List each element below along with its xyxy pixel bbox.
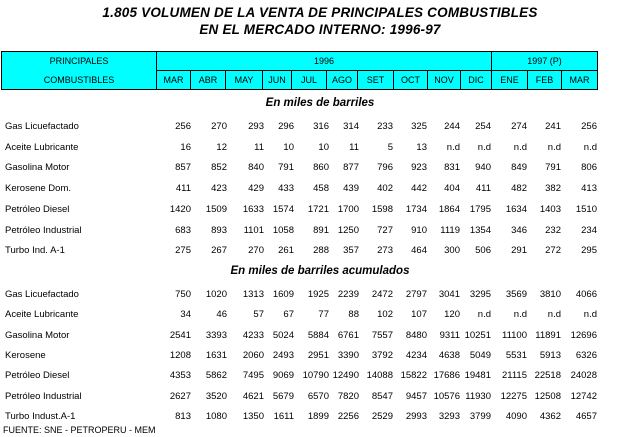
table-cell: 2797: [405, 289, 427, 300]
table-cell: 3520: [205, 390, 227, 402]
table-cell: 1313: [242, 289, 264, 300]
table-cell: 288: [313, 245, 329, 257]
table-cell: 1403: [539, 203, 561, 215]
header-month: AGO: [327, 71, 358, 90]
row-label: Aceite Lubricante: [5, 141, 79, 153]
table-cell: 806: [581, 162, 597, 174]
row-label: Gas Licuefactado: [5, 289, 79, 300]
table-cell: 791: [545, 162, 561, 174]
table-cell: 1020: [205, 289, 227, 300]
table-cell: 1574: [272, 203, 294, 215]
table-row: [0, 411, 640, 425]
table-cell: 46: [216, 309, 227, 321]
table-cell: 2493: [272, 349, 294, 361]
table-cell: 291: [511, 245, 527, 257]
table-cell: 300: [444, 245, 460, 257]
table-cell: 22518: [534, 370, 561, 382]
header-month: ABR: [191, 71, 226, 90]
table-cell: 232: [545, 224, 561, 236]
table-cell: 11891: [535, 329, 561, 341]
table-cell: 940: [475, 162, 491, 174]
source-footer: FUENTE: SNE - PETROPERU - MEM: [3, 425, 156, 435]
table-row: [0, 183, 640, 197]
header-month: JUL: [292, 71, 327, 90]
table-cell: 413: [581, 183, 597, 195]
table-cell: 1631: [205, 349, 227, 361]
table-cell: 2541: [169, 329, 191, 341]
header-month: OCT: [394, 71, 428, 90]
table-row: [0, 391, 640, 405]
row-label: Turbo Indust.A-1: [5, 410, 76, 422]
table-cell: 5884: [307, 329, 329, 341]
table-cell: 1634: [505, 203, 527, 215]
table-cell: 19481: [464, 370, 491, 382]
table-cell: 3295: [469, 289, 491, 300]
table-cell: 683: [175, 224, 191, 236]
table-cell: 2060: [242, 349, 264, 361]
table-cell: 849: [511, 162, 527, 174]
table-cell: 5862: [205, 370, 227, 382]
table-cell: 9311: [439, 329, 460, 341]
table-cell: 1510: [575, 203, 597, 215]
table-cell: 4657: [575, 410, 597, 422]
table-cell: 2529: [371, 410, 393, 422]
header-month: ENE: [492, 71, 528, 90]
table-cell: n.d: [513, 141, 527, 153]
row-label: Kerosene Dom.: [5, 183, 72, 195]
table-cell: 857: [175, 162, 191, 174]
table-cell: n.d: [446, 141, 460, 153]
table-cell: 8480: [405, 329, 427, 341]
table-cell: 244: [444, 121, 460, 132]
table-cell: 1611: [273, 410, 294, 422]
table-cell: 24028: [570, 370, 597, 382]
table-cell: 12508: [534, 390, 561, 402]
table-cell: 402: [377, 183, 393, 195]
table-cell: 14088: [366, 370, 393, 382]
row-label: Aceite Lubricante: [5, 309, 79, 321]
table-cell: 1080: [205, 410, 227, 422]
section-title-cumulative: En miles de barriles acumulados: [230, 265, 410, 277]
table-cell: 10: [318, 141, 329, 153]
table-cell: 3569: [505, 289, 527, 300]
header-year-1997: 1997 (P): [492, 52, 598, 71]
table-cell: 860: [313, 162, 329, 174]
header-month: MAR: [562, 71, 598, 90]
table-row: [0, 370, 640, 384]
table-cell: n.d: [477, 141, 491, 153]
row-label: Petróleo Industrial: [5, 390, 82, 402]
table-cell: 8547: [371, 390, 393, 402]
table-cell: 3792: [371, 349, 393, 361]
table-cell: 3393: [205, 329, 227, 341]
table-row: [0, 121, 640, 135]
table-cell: 6570: [307, 390, 329, 402]
table-cell: 840: [248, 162, 264, 174]
table-cell: 3293: [438, 410, 460, 422]
table-cell: 272: [545, 245, 561, 257]
table-cell: 2993: [405, 410, 427, 422]
table-cell: 275: [175, 245, 191, 257]
table-cell: 256: [581, 121, 597, 132]
section-title-monthly: En miles de barriles: [265, 97, 375, 109]
table-cell: 5: [387, 141, 393, 153]
table-cell: 5024: [272, 329, 294, 341]
table-cell: 3041: [438, 289, 460, 300]
table-cell: 7557: [371, 329, 393, 341]
table-cell: 11: [349, 141, 359, 153]
table-cell: 4066: [575, 289, 597, 300]
table-cell: 4090: [505, 410, 527, 422]
table-cell: 7820: [337, 390, 359, 402]
table-cell: 102: [377, 309, 393, 321]
table-cell: 7495: [242, 370, 264, 382]
table-row: [0, 142, 640, 156]
table-cell: 233: [377, 121, 393, 132]
table-row: [0, 289, 640, 303]
table-cell: 295: [581, 245, 597, 257]
table-cell: 4621: [242, 390, 264, 402]
table-cell: 9069: [272, 370, 294, 382]
table-cell: 2472: [371, 289, 393, 300]
header-label-principales: PRINCIPALES: [2, 52, 157, 71]
header-month: DIC: [461, 71, 492, 90]
table-cell: 442: [411, 183, 427, 195]
table-row: [0, 162, 640, 176]
table-cell: 10790: [302, 370, 329, 382]
row-label: Petróleo Diesel: [5, 370, 70, 382]
table-cell: n.d: [583, 141, 597, 153]
header-month: SET: [358, 71, 394, 90]
table-cell: 464: [411, 245, 427, 257]
table-cell: 411: [175, 183, 191, 195]
table-cell: 2627: [169, 390, 191, 402]
table-cell: 12275: [500, 390, 527, 402]
table-cell: 10: [283, 141, 294, 153]
table-cell: 13: [416, 141, 427, 153]
table-cell: 316: [313, 121, 329, 132]
table-cell: 11: [254, 141, 264, 153]
table-cell: 12696: [570, 329, 597, 341]
table-cell: 1864: [438, 203, 460, 215]
table-cell: 1058: [272, 224, 294, 236]
table-cell: 1119: [440, 224, 460, 236]
table-row: [0, 204, 640, 218]
header-month: FEB: [528, 71, 562, 90]
table-cell: 1609: [272, 289, 294, 300]
page-title-line-2: EN EL MERCADO INTERNO: 1996-97: [199, 22, 441, 37]
table-cell: 482: [511, 183, 527, 195]
table-cell: 5531: [505, 349, 527, 361]
table-cell: 234: [581, 224, 597, 236]
table-cell: 3390: [337, 349, 359, 361]
table-cell: 57: [253, 309, 264, 321]
table-cell: 796: [377, 162, 393, 174]
table-cell: 3799: [469, 410, 491, 422]
table-cell: 6761: [337, 329, 359, 341]
header-year-1996: 1996: [157, 52, 492, 71]
table-cell: 1899: [307, 410, 329, 422]
table-cell: 1509: [205, 203, 227, 215]
table-cell: 3810: [539, 289, 561, 300]
table-cell: 433: [278, 183, 294, 195]
table-cell: 1721: [307, 203, 329, 215]
table-cell: 1925: [307, 289, 329, 300]
table-cell: 4353: [169, 370, 191, 382]
table-cell: 852: [211, 162, 227, 174]
table-cell: 1633: [242, 203, 264, 215]
table-cell: 1101: [243, 224, 264, 236]
table-cell: 346: [511, 224, 527, 236]
table-cell: 1598: [371, 203, 393, 215]
table-cell: n.d: [547, 309, 561, 321]
header-month: NOV: [428, 71, 461, 90]
table-cell: 1795: [469, 203, 491, 215]
table-cell: 506: [475, 245, 491, 257]
row-label: Gasolina Motor: [5, 162, 70, 174]
header-label-combustibles: COMBUSTIBLES: [2, 71, 157, 90]
header-month: JUN: [263, 71, 292, 90]
table-row: [0, 350, 640, 364]
table-cell: 107: [411, 309, 427, 321]
table-header: [1, 51, 598, 90]
table-cell: 270: [248, 245, 264, 257]
table-cell: 458: [313, 183, 329, 195]
table-cell: 34: [180, 309, 191, 321]
table-cell: 273: [377, 245, 393, 257]
table-cell: 10251: [464, 329, 491, 341]
table-cell: 2951: [307, 349, 329, 361]
row-label: Turbo Ind. A-1: [5, 245, 65, 257]
table-row: [0, 330, 640, 344]
table-cell: 12490: [332, 370, 359, 382]
table-cell: 77: [318, 309, 329, 321]
table-cell: 404: [444, 183, 460, 195]
table-cell: 357: [343, 245, 359, 257]
table-cell: 88: [348, 309, 359, 321]
table-cell: 382: [545, 183, 561, 195]
table-cell: 11930: [465, 390, 491, 402]
table-cell: 429: [248, 183, 264, 195]
table-cell: 727: [377, 224, 393, 236]
table-cell: 5679: [272, 390, 294, 402]
table-cell: 1354: [469, 224, 491, 236]
table-cell: 813: [175, 410, 191, 422]
table-cell: 12742: [570, 390, 597, 402]
table-cell: 296: [278, 121, 294, 132]
table-row: [0, 309, 640, 323]
table-cell: 750: [175, 289, 191, 300]
table-cell: 1420: [169, 203, 191, 215]
table-cell: 270: [211, 121, 227, 132]
row-label: Gas Licuefactado: [5, 121, 79, 132]
table-cell: 11100: [501, 329, 527, 341]
table-cell: 4234: [405, 349, 427, 361]
row-label: Kerosene: [5, 349, 46, 361]
row-label: Gasolina Motor: [5, 329, 70, 341]
table-cell: n.d: [547, 141, 561, 153]
table-cell: 293: [248, 121, 264, 132]
table-cell: 411: [475, 183, 491, 195]
table-cell: 1350: [242, 410, 264, 422]
table-cell: 15822: [400, 370, 427, 382]
page-title-line-1: 1.805 VOLUMEN DE LA VENTA DE PRINCIPALES COMBUSTIBLES: [102, 5, 538, 20]
table-cell: 1250: [337, 224, 359, 236]
table-cell: 1700: [337, 203, 359, 215]
table-cell: 17686: [433, 370, 460, 382]
table-cell: 12: [216, 141, 227, 153]
table-cell: 120: [444, 309, 460, 321]
table-cell: 891: [313, 224, 329, 236]
row-label: Petróleo Industrial: [5, 224, 82, 236]
table-cell: 2239: [337, 289, 359, 300]
table-cell: 4233: [242, 329, 264, 341]
table-cell: 4362: [539, 410, 561, 422]
table-cell: 4638: [438, 349, 460, 361]
table-cell: 256: [175, 121, 191, 132]
table-cell: 10576: [433, 390, 460, 402]
table-cell: 1734: [405, 203, 427, 215]
table-cell: 261: [278, 245, 294, 257]
table-cell: 314: [343, 121, 359, 132]
table-cell: 274: [511, 121, 527, 132]
table-cell: 910: [411, 224, 427, 236]
table-cell: 893: [211, 224, 227, 236]
header-month: MAR: [157, 71, 191, 90]
table-cell: n.d: [583, 309, 597, 321]
table-cell: 923: [411, 162, 427, 174]
table-cell: 16: [180, 141, 191, 153]
table-cell: 2256: [337, 410, 359, 422]
table-cell: 439: [343, 183, 359, 195]
table-cell: 254: [475, 121, 491, 132]
header-month: MAY: [226, 71, 263, 90]
table-cell: 1208: [169, 349, 191, 361]
table-cell: n.d: [513, 309, 527, 321]
table-cell: 5913: [539, 349, 561, 361]
table-cell: 423: [211, 183, 227, 195]
table-cell: 9457: [405, 390, 427, 402]
table-cell: 831: [444, 162, 460, 174]
table-row: [0, 225, 640, 239]
table-cell: n.d: [477, 309, 491, 321]
table-cell: 791: [278, 162, 294, 174]
table-row: [0, 245, 640, 259]
table-cell: 67: [283, 309, 294, 321]
table-cell: 6326: [575, 349, 597, 361]
row-label: Petróleo Diesel: [5, 203, 70, 215]
table-cell: 877: [343, 162, 359, 174]
table-cell: 325: [411, 121, 427, 132]
table-cell: 241: [545, 121, 561, 132]
table-cell: 5049: [469, 349, 491, 361]
table-cell: 267: [211, 245, 227, 257]
table-cell: 21115: [501, 370, 527, 382]
